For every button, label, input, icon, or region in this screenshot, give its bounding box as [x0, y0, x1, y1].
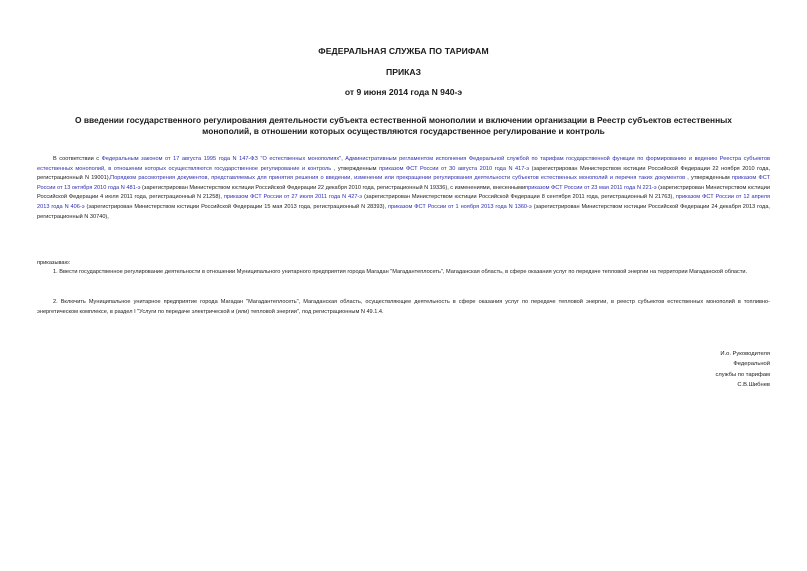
link-order-417[interactable]: приказом ФСТ России от 30 августа 2010 года N 417-э	[379, 165, 530, 172]
link-order-1360[interactable]: приказом ФСТ России от 1 ноября 2013 года N 1360-э	[387, 203, 532, 210]
order-item-2: 2. Включить Муниципальное унитарное предприятие города Магадан "Магадантеплосеть", Магаданская область, осуществляющее деятельность в сфере оказания услуг по передаче тепловой энергии, в реестр субъектов естественных монополий в топливно-энергетическом комплексе, в раздел I "Услуги по передаче электрической и (или) тепловой энергии", под регистрационным N 49.1.4.	[37, 299, 770, 315]
document-date: от 9 июня 2014 года N 940-э	[344, 87, 463, 97]
preamble-paragraph	[37, 155, 770, 222]
preamble-text: В соответствии с	[53, 156, 102, 162]
preamble-text: , утвержденным	[331, 165, 380, 172]
document-type: ПРИКАЗ	[386, 67, 421, 77]
preamble-text: (зарегистрирован Министерством юстиции Российской Федерации 4 июля 2011 года, регистрационный N 21258),	[37, 184, 770, 201]
preamble-text: (зарегистрирован Министерством юстиции Российской Федерации 22 декабря 2010 года, регистрационный N 19336), с изменениями, внесенными	[140, 184, 526, 191]
link-order-427[interactable]: приказом ФСТ России от 27 июля 2011 года N 427-э	[223, 194, 363, 201]
signature-block	[570, 349, 770, 391]
preamble-text: ,	[341, 156, 346, 162]
document-title: О введении государственного регулирования деятельности субъекта естественной монополии и включении организации в Реестр субъектов естественных монополий, в отношении которых осуществляются государственное регулирование и контроль	[75, 115, 732, 136]
link-order-481[interactable]: приказом ФСТ России от 13 октября 2010 года N 481-э	[37, 175, 770, 191]
link-order-221[interactable]: приказом ФСТ России от 23 мая 2011 года N 221-э	[525, 184, 657, 191]
orders-lead: приказываю:	[37, 260, 71, 266]
agency-name: ФЕДЕРАЛЬНАЯ СЛУЖБА ПО ТАРИФАМ	[318, 46, 489, 56]
signature-position: И.о. Руководителя	[720, 351, 770, 357]
orders-section	[37, 259, 770, 315]
link-federal-law-147[interactable]: Федеральным законом от 17 августа 1995 года N 147-ФЗ "О естественных монополиях"	[101, 156, 342, 162]
preamble-text: (зарегистрирован Министерством юстиции Российской Федерации 15 мая 2013 года, регистрационный N 28393),	[84, 203, 388, 210]
signature-name: С.В.Шибнев	[737, 382, 770, 389]
link-order-406[interactable]: приказом ФСТ России от 12 апреля 2013 года N 406-э	[37, 194, 770, 210]
link-admin-regulation[interactable]: Административным регламентом исполнения Федеральной службой по тарифам государственной функции по формированию и ведению Реестра субъектов естественных монополий, в отношении которых осуществляются государственное регулирование и контроль	[37, 156, 771, 172]
preamble-text: , утвержденным	[685, 175, 732, 182]
preamble-text: (зарегистрирован Министерством юстиции Российской Федерации 8 сентября 2011 года, регистрационный N 21763),	[362, 194, 676, 201]
order-item-1: 1. Ввести государственное регулирование деятельности в отношении Муниципального унитарного предприятия города Магадан "Магадантеплосеть", Магаданская область, в сфере оказания услуг по передаче тепловой энергии на территории Магаданской области.	[53, 269, 748, 275]
link-review-procedure[interactable]: Порядком рассмотрения документов, представляемых для принятия решения о введении, изменении или прекращении регулирования деятельности субъектов естественных монополий и перечня таких документов	[110, 175, 686, 182]
signature-agency-2: службы по тарифам	[715, 371, 770, 378]
preamble-text: (зарегистрирован Министерством юстиции Российской Федерации 22 ноября 2010 года, регистрационный N 19001),	[37, 165, 771, 182]
preamble-text: (зарегистрирован Министерством юстиции Российской Федерации 24 декабря 2013 года, регистрационный N 30740),	[37, 203, 770, 220]
signature-agency-1: Федеральной	[733, 361, 770, 368]
